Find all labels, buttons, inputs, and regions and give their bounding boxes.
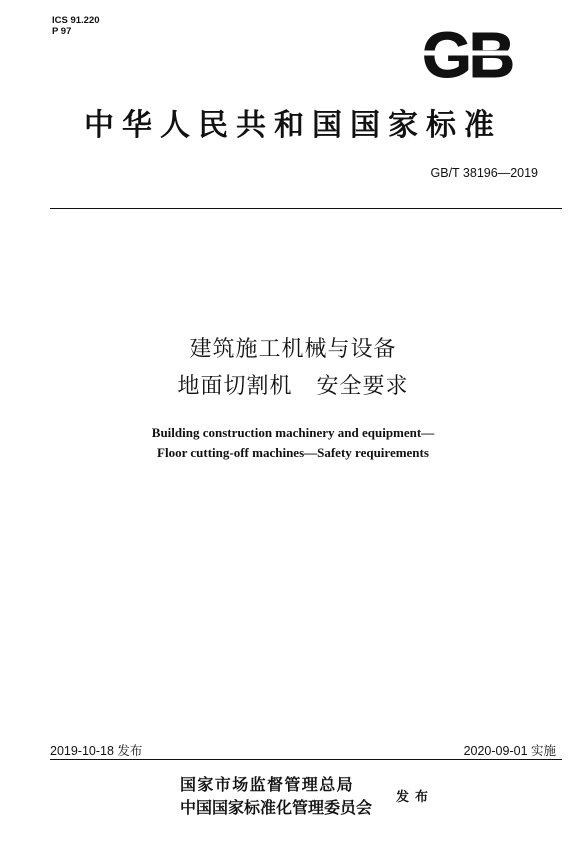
publish-date: 2019-10-18 发布 (50, 744, 143, 758)
classification-codes (52, 15, 100, 37)
document-title-zh-line2: 地面切割机 安全要求 (177, 374, 409, 399)
document-title-en-line2: Floor cutting-off machines—Safety requirements (157, 445, 429, 460)
document-title-zh-line1: 建筑施工机械与设备 (189, 337, 397, 362)
gb-logo-icon (404, 22, 530, 84)
footer-divider (50, 759, 562, 760)
issuer-sac: 中国国家标准化管理委员会 (180, 798, 373, 817)
document-title-en-line1: Building construction machinery and equipment— (151, 425, 435, 440)
standard-title: 中华人民共和国国家标准 (84, 108, 502, 143)
header-divider (50, 208, 562, 209)
issuer-samr: 国家市场监督管理总局 (180, 775, 355, 794)
gb-logo (404, 22, 530, 84)
gb-logo-text: GB (422, 22, 512, 84)
standard-code: GB/T 38196—2019 (430, 166, 538, 180)
issue-label: 发布 (396, 790, 435, 805)
implement-date: 2020-09-01 实施 (463, 744, 556, 758)
ics-code: ICS 91.220 (52, 15, 100, 26)
ccs-code: P 97 (52, 26, 72, 37)
